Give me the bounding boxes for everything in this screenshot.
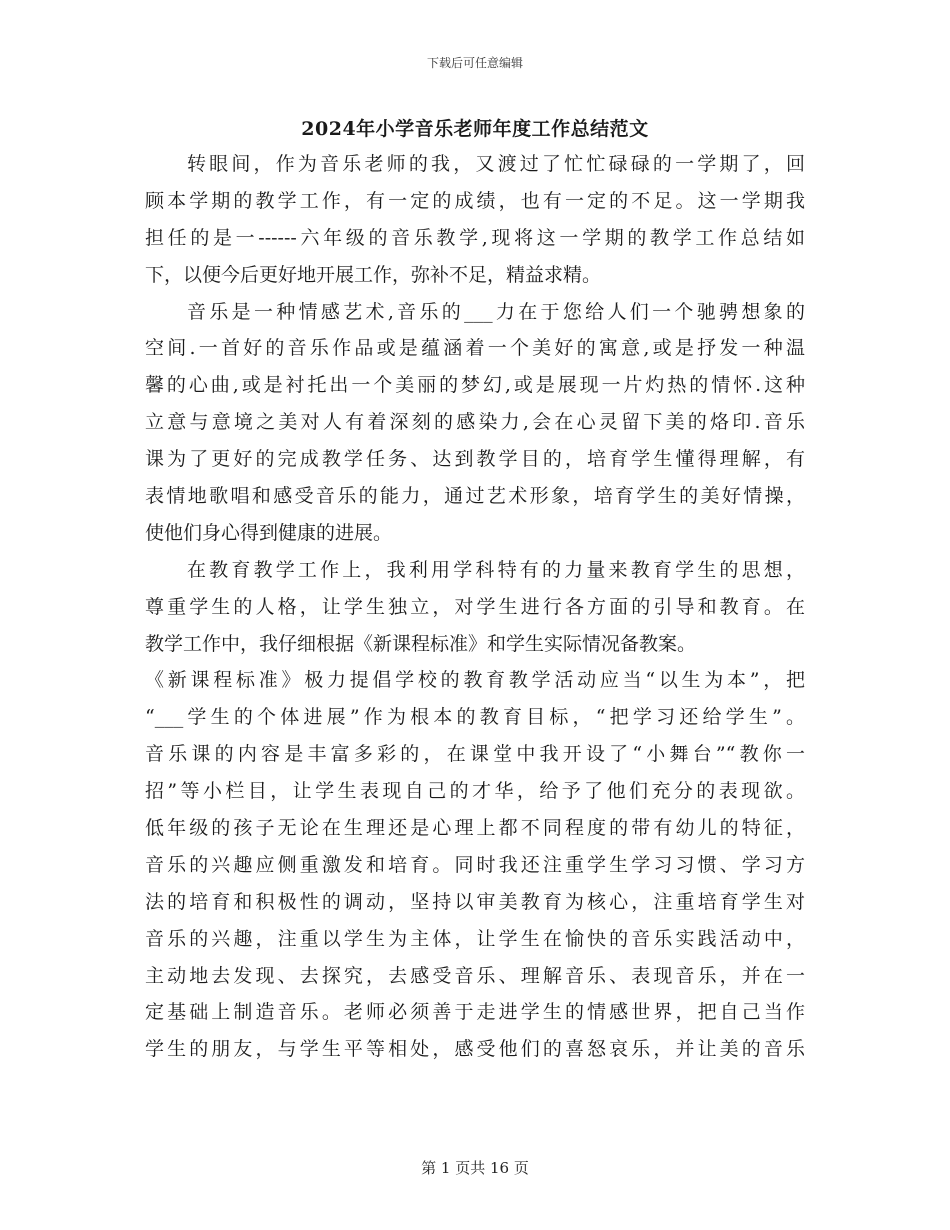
document-body <box>145 146 805 1068</box>
paragraph-2-line-5: 课为了更好的完成教学任务、达到教学目的，培育学生懂得理解，有 <box>145 448 805 471</box>
paragraph-3-line-8: 低年级的孩子无论在生理还是心理上都不同程度的带有幼儿的特征， <box>145 817 805 840</box>
paragraph-3-line-2: 尊重学生的人格，让学生独立，对学生进行各方面的引导和教育。在 <box>145 595 805 618</box>
paragraph-3-line-5: “___学生的个体进展”作为根本的教育目标，“把学习还给学生”。 <box>145 706 805 729</box>
paragraph-3-line-6: 音乐课的内容是丰富多彩的，在课堂中我开设了“小舞台”“教你一 <box>145 743 805 766</box>
paragraph-1-line-3: 担任的是一------六年级的音乐教学,现将这一学期的教学工作总结如 <box>145 226 805 249</box>
page-header: 下载后可任意编辑 <box>426 56 523 70</box>
paragraph-3-line-12: 主动地去发现、去探究，去感受音乐、理解音乐、表现音乐，并在一 <box>145 964 805 987</box>
paragraph-3-line-13: 定基础上制造音乐。老师必须善于走进学生的情感世界，把自己当作 <box>145 1001 805 1024</box>
document-title: 2024年小学音乐老师年度工作总结范文 <box>301 118 649 140</box>
paragraph-2-line-4: 立意与意境之美对人有着深刻的感染力,会在心灵留下美的烙印.音乐 <box>145 411 805 434</box>
paragraph-3-line-4: 《新课程标准》极力提倡学校的教育教学活动应当“以生为本”，把 <box>145 669 805 692</box>
page-number: 第 1 页共 16 页 <box>421 1159 529 1177</box>
paragraph-3-line-1: 在教育教学工作上，我利用学科特有的力量来教育学生的思想， <box>187 558 805 581</box>
paragraph-3-line-7: 招”等小栏目，让学生表现自己的才华，给予了他们充分的表现欲。 <box>145 780 805 803</box>
paragraph-3-line-14: 学生的朋友，与学生平等相处，感受他们的喜怒哀乐，并让美的音乐 <box>145 1038 805 1061</box>
paragraph-3-line-9: 音乐的兴趣应侧重激发和培育。同时我还注重学生学习习惯、学习方 <box>145 853 805 876</box>
paragraph-3-line-3: 教学工作中，我仔细根据《新课程标准》和学生实际情况备教案。 <box>145 632 697 655</box>
paragraph-2-line-7: 使他们身心得到健康的进展。 <box>145 521 393 544</box>
paragraph-2-line-3: 馨的心曲,或是衬托出一个美丽的梦幻,或是展现一片灼热的情怀.这种 <box>145 374 805 397</box>
paragraph-3-line-10: 法的培育和积极性的调动，坚持以审美教育为核心，注重培育学生对 <box>145 890 805 913</box>
paragraph-3-line-11: 音乐的兴趣，注重以学生为主体，让学生在愉快的音乐实践活动中， <box>145 927 805 950</box>
paragraph-2-line-1: 音乐是一种情感艺术,音乐的___力在于您给人们一个驰骋想象的 <box>187 300 805 323</box>
paragraph-2-line-2: 空间.一首好的音乐作品或是蕴涵着一个美好的寓意,或是抒发一种温 <box>145 337 805 360</box>
paragraph-1-line-4: 下，以便今后更好地开展工作，弥补不足，精益求精。 <box>145 263 602 286</box>
paragraph-1-line-2: 顾本学期的教学工作，有一定的成绩，也有一定的不足。这一学期我 <box>145 189 805 212</box>
paragraph-2-line-6: 表情地歌唱和感受音乐的能力，通过艺术形象，培育学生的美好情操， <box>145 485 805 508</box>
paragraph-1-line-1: 转眼间，作为音乐老师的我，又渡过了忙忙碌碌的一学期了，回 <box>187 153 805 175</box>
